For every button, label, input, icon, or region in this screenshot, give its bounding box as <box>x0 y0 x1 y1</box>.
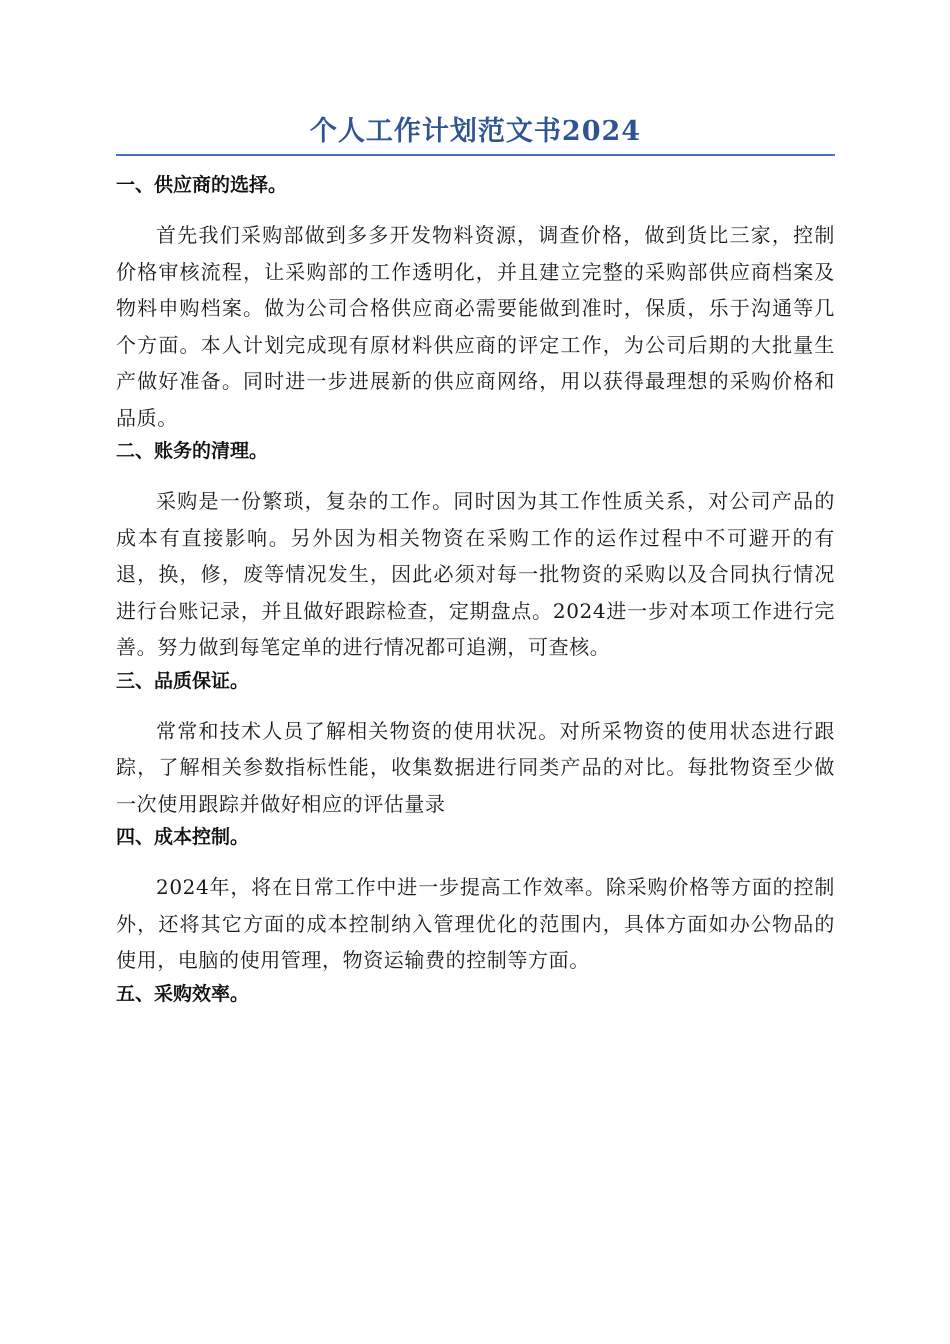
section-heading: 四、成本控制。 <box>116 826 250 848</box>
section-paragraph: 首先我们采购部做到多多开发物料资源，调查价格，做到货比三家，控制价格审核流程，让采购部的工作透明化，并且建立完整的采购部供应商档案及物料申购档案。做为公司合格供应商必需要能做到准时，保质，乐于沟通等几个方面。本人计划完成现有原材料供应商的评定工作，为公司后期的大批量生产做好准备。同时进一步进展新的供应商网络，用以获得最理想的采购价格和品质。 <box>116 223 835 430</box>
section-cost-control <box>116 822 835 979</box>
section-accounts <box>116 436 835 666</box>
section-heading: 一、供应商的选择。 <box>116 174 288 196</box>
section-paragraph: 采购是一份繁琐，复杂的工作。同时因为其工作性质关系，对公司产品的成本有直接影响。另外因为相关物资在采购工作的运作过程中不可避开的有退，换，修，废等情况发生，因此必须对每一批物资的采购以及合同执行情况进行台账记录，并且做好跟踪检查，定期盘点。2024进一步对本项工作进行完善。努力做到每笔定单的进行情况都可追溯，可查核。 <box>116 489 835 659</box>
document-title: 个人工作计划范文书2024 <box>309 116 642 147</box>
title-underline <box>116 154 835 156</box>
section-heading: 五、采购效率。 <box>116 982 250 1005</box>
section-heading: 二、账务的清理。 <box>116 440 269 462</box>
section-quality <box>116 666 835 823</box>
section-paragraph: 2024年，将在日常工作中进一步提高工作效率。除采购价格等方面的控制外，还将其它方面的成本控制纳入管理优化的范围内，具体方面如办公物品的使用，电脑的使用管理，物资运输费的控制等方面。 <box>116 875 835 972</box>
section-paragraph: 常常和技术人员了解相关物资的使用状况。对所采物资的使用状态进行跟踪，了解相关参数指标性能，收集数据进行同类产品的对比。每批物资至少做一次使用跟踪并做好相应的评估量录 <box>116 718 835 816</box>
section-heading: 三、品质保证。 <box>116 669 250 692</box>
section-efficiency <box>116 979 835 1009</box>
section-supplier <box>116 170 835 436</box>
document-page <box>116 112 835 1026</box>
